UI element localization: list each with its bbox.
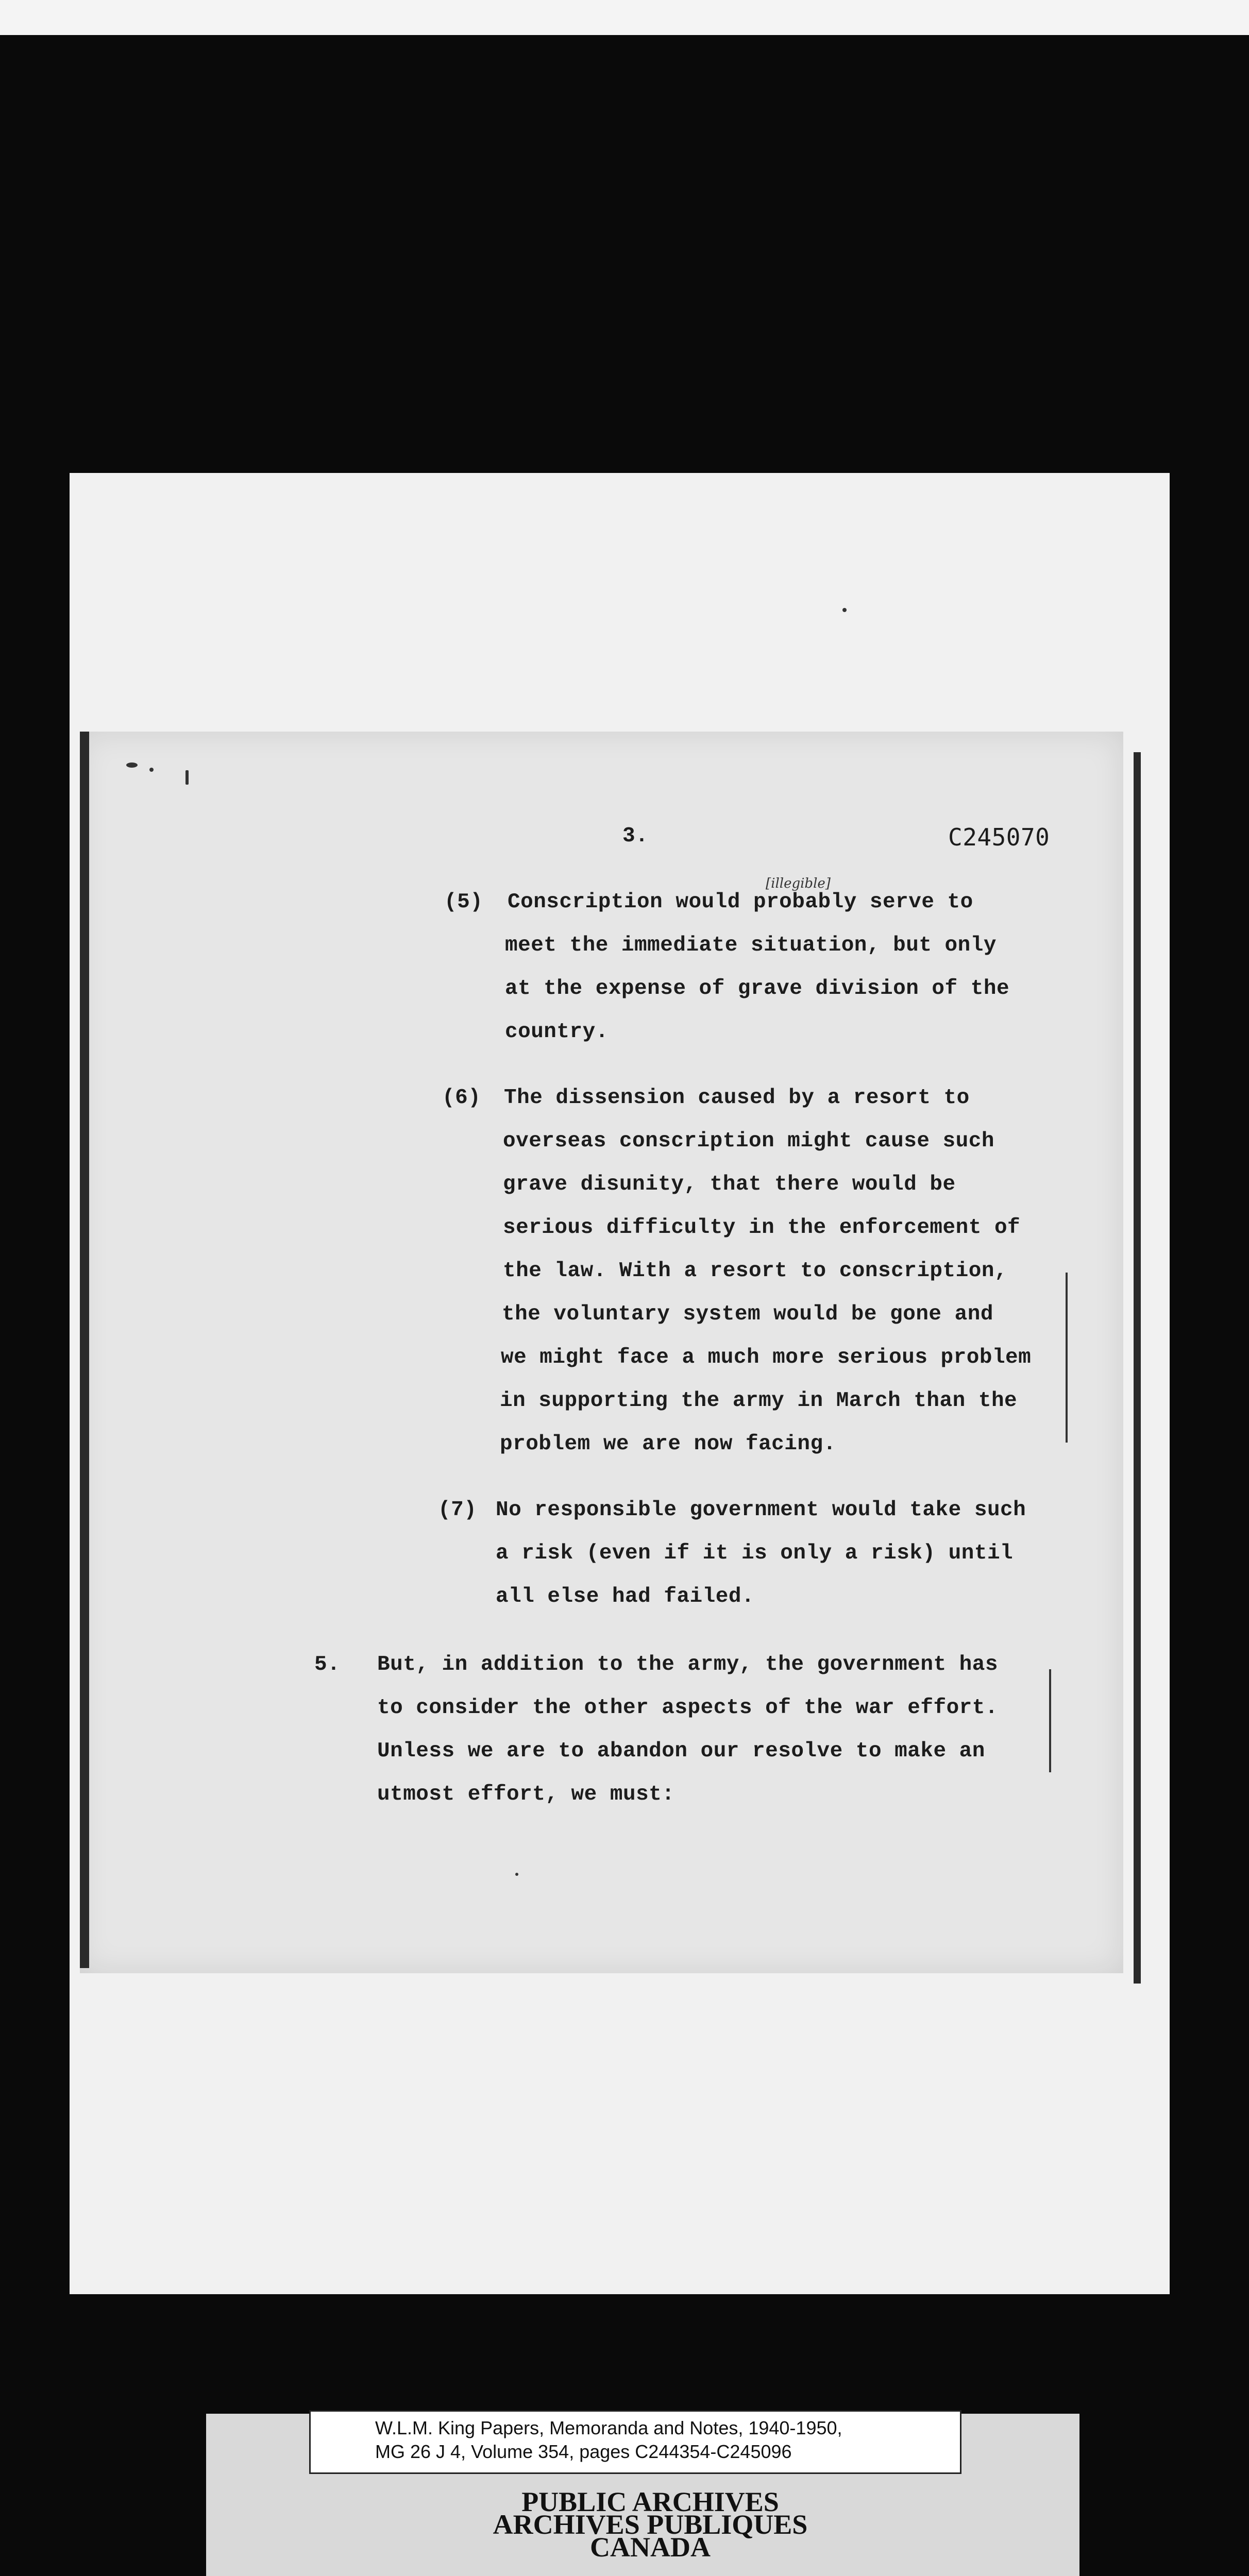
archive-stamp-line: ARCHIVES PUBLIQUES: [493, 2509, 808, 2540]
item-line: in supporting the army in March than the: [500, 1389, 1018, 1413]
citation-line: MG 26 J 4, Volume 354, pages C244354-C245096: [375, 2441, 792, 2462]
item-line: Conscription would probably serve to: [508, 890, 973, 914]
ink-mark: [149, 768, 154, 772]
page-left-edge: [80, 732, 89, 1968]
item-line: The dissension caused by a resort to: [504, 1086, 970, 1110]
item-marker: (7): [438, 1498, 477, 1522]
citation-line: W.L.M. King Papers, Memoranda and Notes, 1940-1950,: [375, 2417, 842, 2438]
paragraph-line: Unless we are to abandon our resolve to make an: [377, 1739, 985, 1763]
paragraph-line: utmost effort, we must:: [377, 1783, 675, 1806]
item-line: the law. With a resort to conscription,: [503, 1259, 1008, 1283]
item-line: No responsible government would take such: [496, 1498, 1026, 1522]
item-line: a risk (even if it is only a risk) until: [496, 1541, 1014, 1565]
ink-mark: [126, 762, 138, 768]
page-right-edge: [1134, 752, 1141, 1984]
item-line: the voluntary system would be gone and: [502, 1302, 993, 1326]
item-line: meet the immediate situation, but only: [505, 934, 997, 957]
page-number: 3.: [622, 824, 649, 848]
archive-stamp-line: CANADA: [590, 2532, 711, 2563]
document-reference-number: C245070: [948, 823, 1050, 851]
item-line: grave disunity, that there would be: [503, 1173, 956, 1196]
item-marker: (6): [442, 1086, 481, 1110]
margin-line: [1066, 1273, 1068, 1443]
dust-speck: [842, 608, 847, 612]
item-line: all else had failed.: [496, 1585, 755, 1608]
archive-stamp-line: PUBLIC ARCHIVES: [521, 2486, 779, 2517]
item-line: we might face a much more serious problem: [501, 1346, 1032, 1369]
item-line: problem we are now facing.: [500, 1432, 836, 1456]
item-line: overseas conscription might cause such: [503, 1129, 994, 1153]
handwritten-annotation: [illegible]: [766, 876, 831, 891]
dust-speck: [515, 1873, 518, 1876]
ink-mark: [185, 770, 189, 785]
item-line: country.: [505, 1020, 609, 1044]
margin-line: [1049, 1669, 1051, 1772]
item-line: serious difficulty in the enforcement of: [503, 1216, 1021, 1240]
paragraph-marker: 5.: [314, 1653, 341, 1676]
paragraph-line: But, in addition to the army, the government has: [377, 1653, 998, 1676]
top-film-strip: [0, 0, 1249, 35]
item-marker: (5): [444, 890, 483, 914]
item-line: at the expense of grave division of the: [505, 977, 1010, 1001]
paragraph-line: to consider the other aspects of the war effort.: [377, 1696, 998, 1720]
